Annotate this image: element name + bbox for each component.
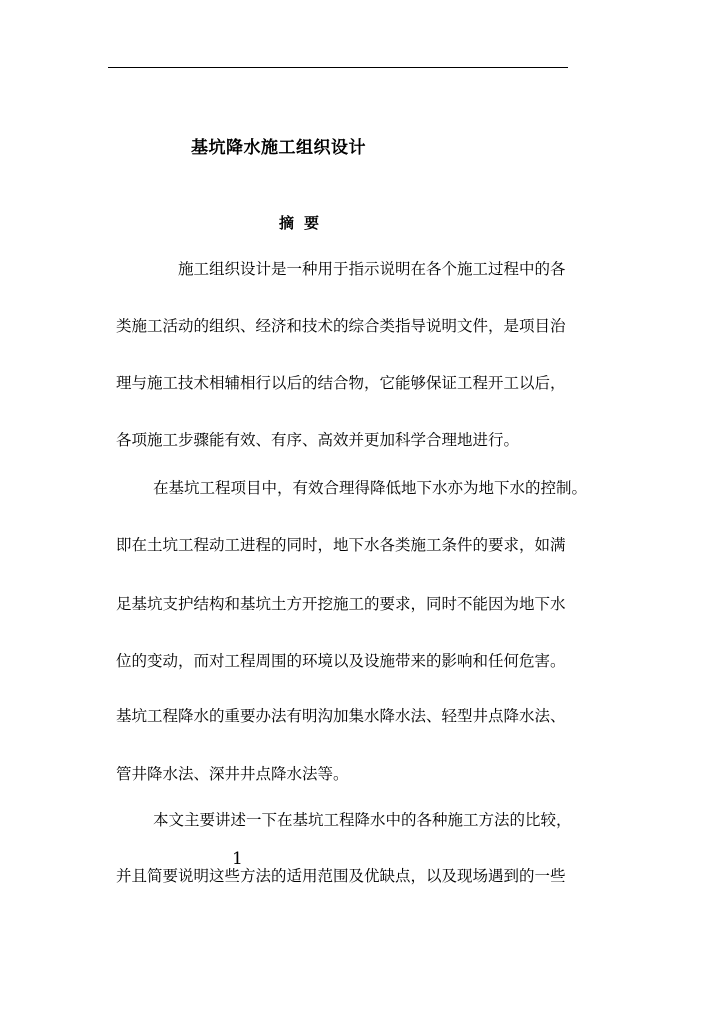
body-line: 并且简要说明这些方法的适用范围及优缺点，以及现场遇到的一些 — [116, 867, 566, 885]
body-line: 施工组织设计是一种用于指示说明在各个施工过程中的各 — [178, 260, 566, 278]
abstract-heading — [279, 212, 319, 233]
body-line: 本文主要讲述一下在基坑工程降水中的各种施工方法的比较， — [153, 811, 572, 829]
page-number: 1 — [232, 849, 243, 869]
body-line: 管井降水法、深井井点降水法等。 — [116, 765, 349, 783]
body-line: 位的变动，而对工程周围的环境以及设施带来的影响和任何危害。 — [116, 652, 566, 670]
abstract-heading-char-1: 摘 — [279, 214, 295, 232]
header-rule — [108, 67, 568, 68]
body-line: 基坑工程降水的重要办法有明沟加集水降水法、轻型井点降水法、 — [116, 707, 566, 725]
body-line: 理与施工技术相辅相行以后的结合物，它能够保证工程开工以后， — [116, 374, 566, 392]
abstract-heading-char-2: 要 — [304, 214, 320, 232]
body-line: 即在土坑工程动工进程的同时，地下水各类施工条件的要求，如满 — [116, 536, 566, 554]
body-line: 各项施工步骤能有效、有序、高效并更加科学合理地进行。 — [116, 431, 520, 449]
body-line: 类施工活动的组织、经济和技术的综合类指导说明文件，是项目治 — [116, 317, 566, 335]
body-line: 在基坑工程项目中，有效合理得降低地下水亦为地下水的控制。 — [153, 479, 588, 497]
body-line: 足基坑支护结构和基坑土方开挖施工的要求，同时不能因为地下水 — [116, 595, 566, 613]
document-title: 基坑降水施工组织设计 — [191, 138, 366, 158]
